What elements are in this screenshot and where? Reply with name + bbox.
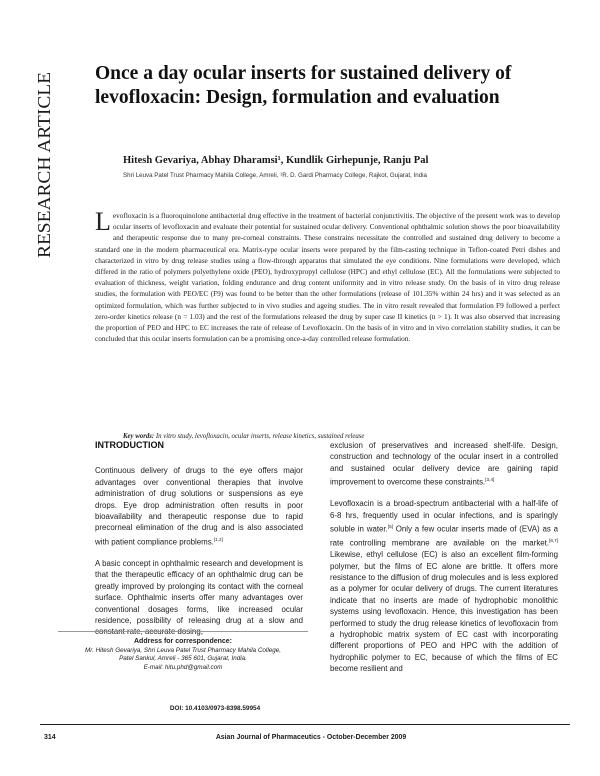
abstract-dropcap: L — [95, 207, 111, 236]
article-type-text: RESEARCH ARTICLE — [34, 90, 54, 258]
intro-right-column — [330, 440, 558, 685]
intro-paragraph-2: A basic concept in ophthalmic research and development is that the therapeutic efficacy of an ophthalmic drug can be greatly improved by prolonging its contact with the corneal surface. Ophthalmic inserts offer many advantages over conventional dosages forms, like increased ocular residence, possibility of releasing drug at a slow and constant rate, accurate dosing, — [95, 558, 303, 637]
intro-paragraph-3: exclusion of preservatives and increased shelf-life. Design, construction and technology of the ocular insert in a controlled and sustained ocular delivery device are gaining rapid improvement to overcome these constraints.[3,4] — [330, 441, 558, 487]
article-title: Once a day ocular inserts for sustained delivery of levofloxacin: Design, formulation and evaluation — [95, 63, 512, 108]
abstract-text: evofloxacin is a fluoroquinolone antibacterial drug effective in the treatment of bacterial conjunctivitis. The objective of the present work was to develop ocular inserts of levofloxacin and evaluate their potential for sustained ocular delivery. Conventional ophthalmic solution shows the poor bioavailability and therapeutic response due to many pre-corneal constraints. These constrains necessitate the controlled and sustained drug delivery to become a standard one in the modern pharmaceutical era. Matrix-type ocular inserts were prepared by the film-casting technique in Teflon-coated Petri dishes and characterized in vitro by drug release studies using a flow-through apparatus that simulated the eye conditions. Nine formulations were developed, which differed in the ratio of polymers polyethylene oxide (PEO), hydroxypropyl cellulose (HPC) and ethyl cellulose (EC). All the formulations were subjected to evaluation of thickness, weight variation, folding endurance and drug content uniformity and in vitro release study. On the basis of in vitro drug release studies, the formulation with PEO/EC (F9) was found to be better than the other formulations (release of 101.35% within 24 hrs) and it was selected as an optimized formulation, which was further subjected to in vivo studies and ageing studies. The in vitro result revealed that formulation F9 followed a perfect zero-order kinetics release (n = 1.03) and the rest of the formulations released the drug by super case II kinetics (n > 1). It was also observed that increasing the proportion of PEO and HPC to EC increases the rate of release of Levofloxacin. On the basis of in vitro and in vivo correlation stability studies, it can be concluded that this ocular inserts formulation can be a promising once-a-day controlled release formulation. — [95, 211, 560, 344]
journal-footer: Asian Journal of Pharmaceutics - October-December 2009 — [215, 734, 407, 741]
correspondence-title: Address for correspondence: — [133, 638, 233, 645]
correspondence-email: E-mail: hitu.phd@gmail.com — [143, 663, 223, 671]
doi: DOI: 10.4103/0973-8398.59954 — [169, 705, 261, 712]
correspondence-line: Patel Sankul, Amreli - 365 601, Gujarat, India. — [119, 655, 247, 663]
article-type-label — [30, 70, 56, 260]
footer-divider — [40, 724, 570, 725]
citation: [5] — [387, 524, 393, 530]
intro-left-column — [95, 440, 303, 648]
correspondence-box — [58, 631, 308, 714]
affiliation: Shri Leuva Patel Trust Pharmacy Mahila College, Amreli, ¹R. D. Gardi Pharmacy College, Rajkot, Gujarat, India — [123, 172, 427, 179]
introduction-heading: INTRODUCTION — [95, 440, 164, 450]
keywords-text: In vitro study, levofloxacin, ocular inserts, release kinetics, sustained release — [155, 433, 365, 440]
keywords — [123, 433, 563, 440]
citation: [3,4] — [485, 477, 495, 483]
intro-paragraph-4: Levofloxacin is a broad-spectrum antibacterial with a half-life of 6-8 hrs, frequently used in ocular infections, and is sparingly soluble in water.[5] Only a few ocular inserts made of (EVA) as a rate controlling membrane are available on the market.[6,7] Likewise, ethyl cellulose (EC) is also an excellent film-forming polymer, but the films of EC alone are brittle. It offers more resistance to the diffusion of drug molecules and is less explored as a polymer for ocular delivery of drugs. The current literatures indicate that no inserts are made of hydrophobic monolithic systems using levofloxacin. Hence, this investigation has been performed to study the drug release kinetics of levofloxacin from a hydrophobic matrix system of EC cast with incorporating different proportions of PEO and HPC with the addition of hydrophilic polymer to EC, because of which the films of EC become resilient and — [330, 499, 558, 674]
intro-paragraph-1: Continuous delivery of drugs to the eye offers major advantages over conventional therapies that involve administration of drug solutions or suspensions as eye drops. Eye drop administration often results in poor bioavailability and therapeutic response due to rapid precorneal elimination of the drug and is also associated with patient compliance problems.[1,2] — [95, 466, 303, 547]
authors: Hitesh Gevariya, Abhay Dharamsi¹, Kundlik Girhepunje, Ranju Pal — [123, 155, 429, 166]
correspondence-line: Mr. Hitesh Gevariya, Shri Leuva Patel Trust Pharmacy Mahila College, — [85, 646, 281, 654]
page-number: 314 — [44, 734, 56, 741]
citation: [1,2] — [213, 536, 223, 542]
abstract — [95, 207, 560, 344]
keywords-label: Key words: — [123, 433, 155, 440]
citation: [6,7] — [549, 538, 558, 544]
